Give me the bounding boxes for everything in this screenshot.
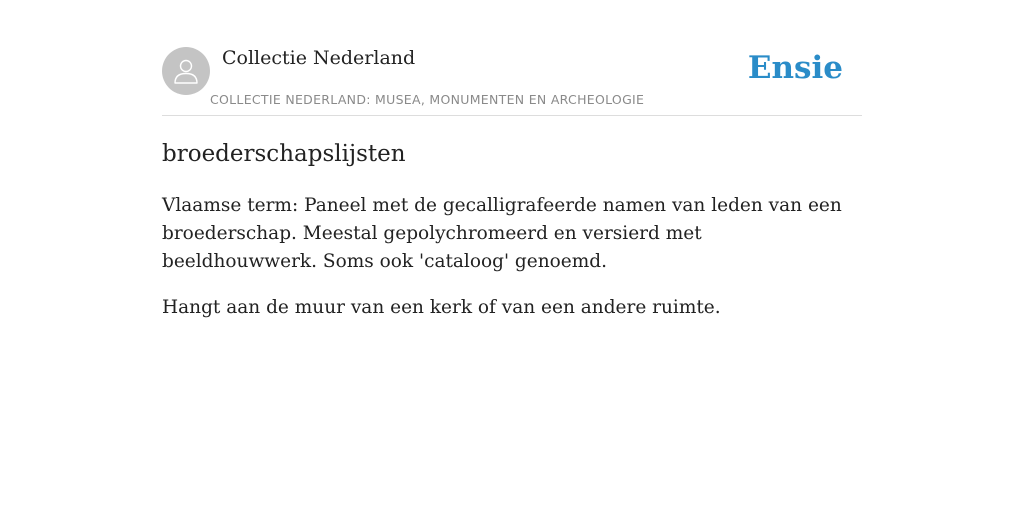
entry-header: [162, 0, 862, 116]
entry-card: [162, 0, 862, 318]
author-name-link[interactable]: Collectie Nederland: [222, 47, 416, 69]
ensie-logo-link[interactable]: Ensie: [747, 50, 843, 86]
entry-term: broederschapslijsten: [162, 141, 406, 167]
definition-paragraph: Hangt aan de muur van een kerk of van een andere ruimte.: [162, 297, 721, 318]
author-subtitle: COLLECTIE NEDERLAND: MUSEA, MONUMENTEN EN ARCHEOLOGIE: [210, 92, 645, 107]
definition-paragraph: Vlaamse term: Paneel met de gecalligrafeerde namen van leden van een broederschap. Meestal gepolychromeerd en versierd met beeldhouwwerk. Soms ook 'cataloog' genoemd.: [162, 195, 842, 272]
user-icon: [171, 56, 201, 86]
entry-definition: [162, 192, 862, 340]
author-avatar[interactable]: [162, 47, 210, 95]
